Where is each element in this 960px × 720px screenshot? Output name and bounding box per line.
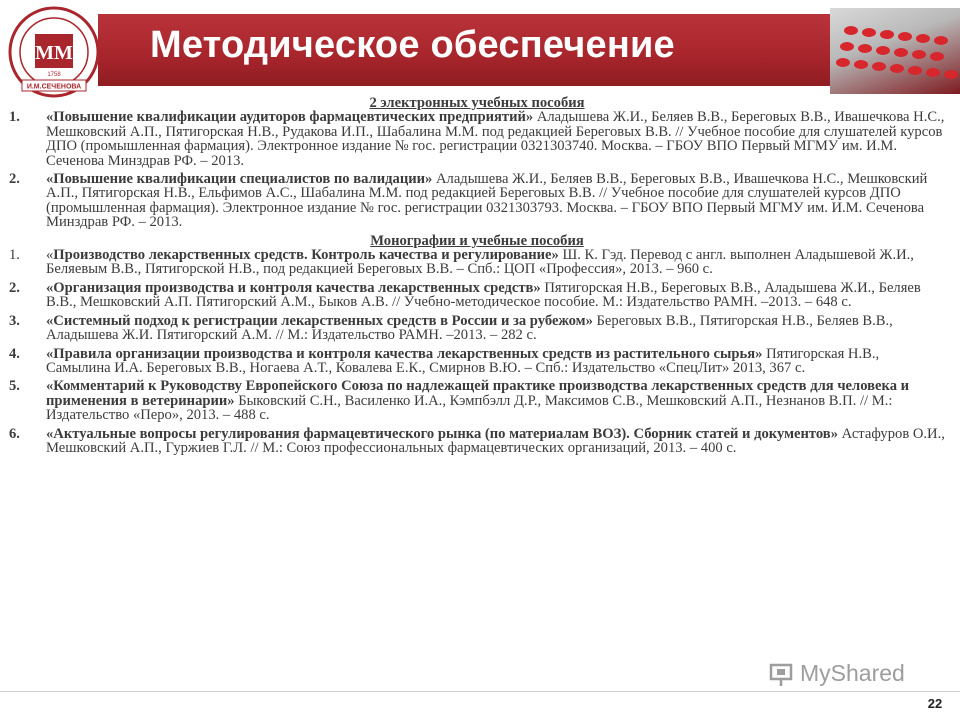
list-item: 5. «Комментарий к Руководству Европейского Союза по надлежащей практике производства лекарственных средств для человека и применения в ветеринарии» Быковский С.Н., Василенко И.А., Кэмпбэлл Д.Р., Максимов С.В., Мешковский А.П., Незнанов В.П. // М.: Издательство «Перо», 2013. – 488 с. bbox=[9, 378, 910, 424]
list-item: 1. «Повышение квалификации аудиторов фармацевтических предприятий» Аладышева Ж.И., Беляев В.В., Береговых В.В., Ивашечкова Н.С., Мешковский А.П., Пятигорская Н.В., Рудакова И.П., Шабалина М.М. под редакцией Береговых В.В. // Учебное пособие для слушателей курсов ДПО (промышленная фармация). Электронное издание № гос. регистрации 0321303740. Москва. – ГБОУ ВПО Первый МГМУ им. И.М. Сеченова Минздрав РФ. – 2013. bbox=[9, 109, 945, 169]
list-item: 6. «Актуальные вопросы регулирования фармацевтического рынка (по материалам ВОЗ). Сборник статей и документов» Астафуров О.И., Мешковский А.П., Гуржиев Г.Л. // М.: Союз профессиональных фармацевтических организаций, 2013. – 400 с. bbox=[9, 425, 945, 456]
svg-text:ММ: ММ bbox=[35, 42, 73, 64]
section-title-electronic: 2 электронных учебных пособия bbox=[369, 95, 585, 111]
list-item: 4. «Правила организации производства и контроля качества лекарственных средств из растительного сырья» Пятигорская Н.В., Самылина И.А. Береговых В.В., Ногаева А.Т., Ковалева Е.К., Смирнов В.Ю. – Спб.: Издательство «СпецЛит» 2013, 367 с. bbox=[9, 345, 880, 376]
svg-text:И.М.СЕЧЕНОВА: И.М.СЕЧЕНОВА bbox=[26, 83, 82, 91]
monographs-list bbox=[9, 248, 945, 455]
watermark-text: MyShared bbox=[800, 660, 905, 686]
slide-header bbox=[0, 0, 960, 104]
section-title-monographs: Монографии и учебные пособия bbox=[370, 232, 584, 249]
slide-content bbox=[9, 96, 945, 459]
list-item: 3. «Системный подход к регистрации лекарственных средств в России и за рубежом» Береговых В.В., Пятигорская Н.В., Беляев В.В., Аладышева Ж.И. Пятигорский А.М. // М.: Издательство РАМН. –2013. – 282 с. bbox=[9, 312, 893, 344]
footer-divider bbox=[0, 691, 960, 692]
page-number: 22 bbox=[927, 696, 943, 711]
list-item: 2. «Организация производства и контроля качества лекарственных средств» Пятигорская Н.В., Береговых В.В., Аладышева Ж.И., Беляев В.В., Мешковский А.П. Пятигорский А.М., Быков А.В. // Учебно-методическое пособие. М.: Издательство РАМН. –2013. – 648 с. bbox=[9, 279, 921, 311]
production-line-photo bbox=[830, 8, 960, 94]
list-item: 2. «Повышение квалификации специалистов по валидации» Аладышева Ж.И., Беляев В.В., Береговых В.В., Ивашечкова Н.С., Мешковский А.П., Пятигорская Н.В., Ельфимов А.С., Шабалина М.М. под редакцией Береговых В.В. // Учебное пособие для слушателей курсов ДПО (промышленная фармация). Электронное издание № гос. регистрации 0321303793. Москва. – ГБОУ ВПО Первый МГМУ им. И.М. Сеченова Минздрав РФ. – 2013. bbox=[9, 171, 928, 231]
myshared-watermark bbox=[768, 662, 928, 690]
electronic-manuals-list bbox=[9, 110, 945, 229]
university-logo bbox=[8, 6, 100, 98]
slide-title: Методическое обеспечение bbox=[150, 24, 675, 66]
presentation-icon bbox=[768, 662, 794, 688]
list-item: 1. «Производство лекарственных средств. Контроль качества и регулирование» Ш. К. Гэд. Перевод с англ. выполнен Аладышевой Ж.И., Беляевым В.В., Пятигорской Н.В., под редакцией Береговых В.В. – Спб.: ЦОП «Профессия», 2013. – 960 с. bbox=[9, 247, 914, 278]
svg-text:1758: 1758 bbox=[47, 72, 61, 78]
